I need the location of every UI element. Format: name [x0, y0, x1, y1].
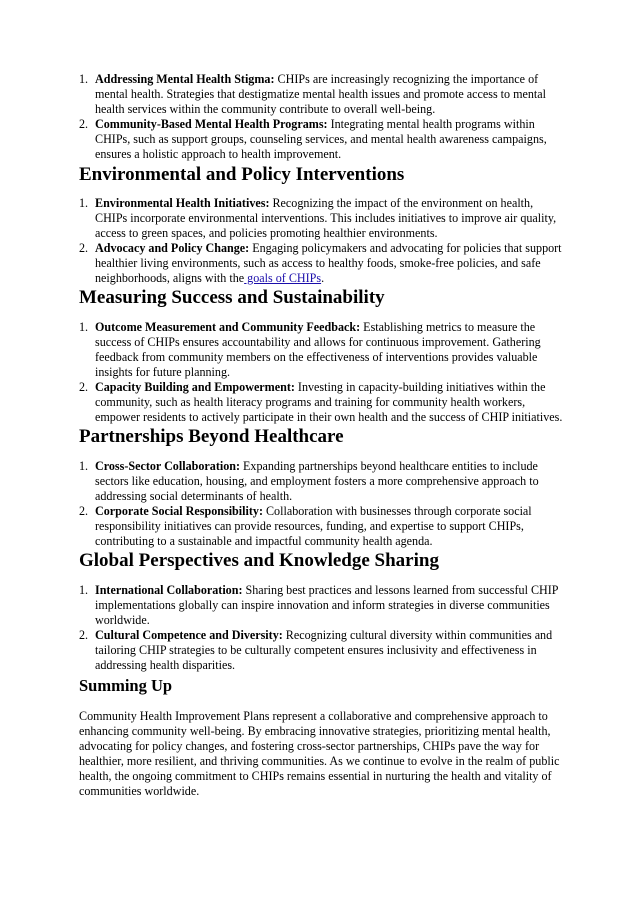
section-heading-environmental: Environmental and Policy Interventions: [79, 164, 405, 185]
list-number: 1.: [79, 583, 89, 597]
list-item: [79, 117, 564, 162]
list-number: 2.: [79, 117, 89, 131]
list-item-text: Establishing metrics to measure the success of CHIPs ensures accountability and allows for continuous improvement. Gathering feedback from community members on the effectiveness of interventions provides valuable insights for future planning.: [95, 320, 541, 379]
list-number: 1.: [79, 459, 89, 473]
list-item: [79, 459, 564, 504]
list-number: 2.: [79, 628, 89, 642]
list-item: [79, 380, 564, 425]
summary-paragraph: Community Health Improvement Plans represent a collaborative and comprehensive approach to enhancing community well-being. By embracing innovative strategies, prioritizing mental health, advocating for policy changes, and fostering cross-sector partnerships, CHIPs pave the way for healthier, more resilient, and thriving communities. As we continue to evolve in the realm of public health, the ongoing commitment to CHIPs remains essential in nurturing the health and vitality of communities worldwide.: [79, 709, 560, 798]
list-item-term: Advocacy and Policy Change:: [95, 241, 250, 255]
list-item-text: Recognizing the impact of the environment on health, CHIPs incorporate environmental interventions. This includes initiatives to improve air quality, access to green spaces, and policies promoting healthier environments.: [95, 196, 557, 240]
goals-of-chips-link[interactable]: goals of CHIPs: [244, 271, 322, 285]
list-item-text: CHIPs are increasingly recognizing the importance of mental health. Strategies that destigmatize mental health issues and promote access to mental health services within the community contribute to overall well-being.: [95, 72, 547, 116]
environmental-list: [79, 196, 564, 286]
list-number: 2.: [79, 241, 89, 255]
list-item-text: Integrating mental health programs within CHIPs, such as support groups, counseling services, and mental health awareness campaigns, ensures a holistic approach to health improvement.: [95, 117, 547, 161]
list-item: [79, 196, 564, 241]
list-item-term: Cultural Competence and Diversity:: [95, 628, 283, 642]
section-heading-summing-up: Summing Up: [79, 676, 173, 695]
list-item-text: Recognizing cultural diversity within communities and tailoring CHIP strategies to be culturally competent ensures inclusivity and effectiveness in addressing health disparities.: [95, 628, 553, 672]
measuring-list: [79, 320, 564, 425]
list-item-text: Investing in capacity-building initiatives within the community, such as health literacy programs and training for community health workers, empower residents to actively participate in their own health and the success of CHIP initiatives.: [95, 380, 563, 424]
list-item-text: Engaging policymakers and advocating for policies that support healthier living environments, such as access to healthy foods, smoke-free policies, and safe neighborhoods, aligns with the: [95, 241, 562, 285]
list-item: [79, 628, 564, 673]
list-item: [79, 504, 564, 549]
list-item-term: International Collaboration:: [95, 583, 243, 597]
mental-health-list: [79, 72, 564, 162]
list-item-term: Corporate Social Responsibility:: [95, 504, 263, 518]
list-number: 1.: [79, 72, 89, 86]
list-item-text: Expanding partnerships beyond healthcare entities to include sectors like education, housing, and employment fosters a more comprehensive approach to addressing social determinants of health.: [95, 459, 539, 503]
section-heading-partnerships: Partnerships Beyond Healthcare: [79, 426, 344, 447]
global-list: [79, 583, 564, 673]
list-item: [79, 72, 564, 117]
list-item-term: Community-Based Mental Health Programs:: [95, 117, 328, 131]
document-content: [79, 72, 564, 799]
list-item: [79, 583, 564, 628]
list-item-term: Addressing Mental Health Stigma:: [95, 72, 275, 86]
list-number: 2.: [79, 504, 89, 518]
list-item: [79, 320, 564, 380]
list-item-term: Capacity Building and Empowerment:: [95, 380, 295, 394]
section-heading-measuring: Measuring Success and Sustainability: [79, 287, 385, 308]
partnerships-list: [79, 459, 564, 549]
section-heading-global: Global Perspectives and Knowledge Sharing: [79, 550, 439, 571]
list-item-text: Sharing best practices and lessons learned from successful CHIP implementations globally can inspire innovation and inform strategies in diverse communities worldwide.: [95, 583, 559, 627]
list-number: 1.: [79, 320, 89, 334]
list-number: 1.: [79, 196, 89, 210]
list-item-text: Collaboration with businesses through corporate social responsibility initiatives can provide resources, funding, and expertise to support CHIPs, contributing to a sustainable and impactful community health agenda.: [95, 504, 532, 548]
list-number: 2.: [79, 380, 89, 394]
list-item-term: Environmental Health Initiatives:: [95, 196, 270, 210]
list-item-text-end: .: [321, 271, 325, 285]
list-item-term: Cross-Sector Collaboration:: [95, 459, 241, 473]
list-item-term: Outcome Measurement and Community Feedback:: [95, 320, 361, 334]
list-item: [79, 241, 564, 286]
